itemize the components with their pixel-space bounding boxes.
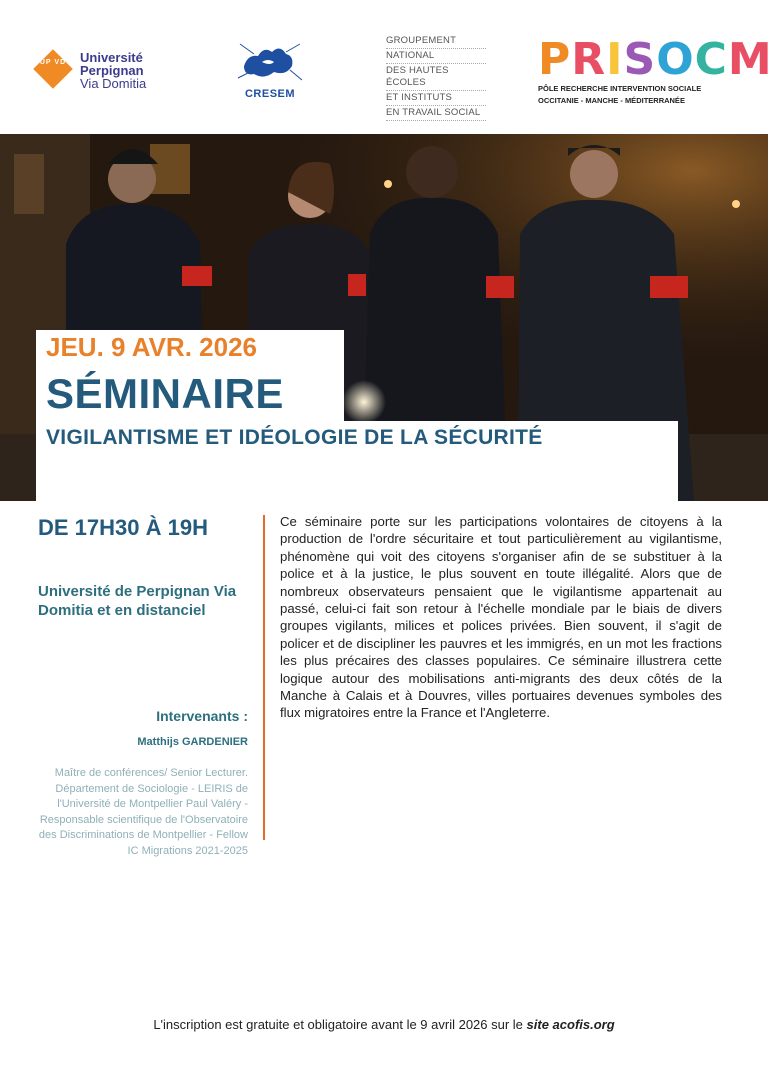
registration-note (0, 1017, 768, 1032)
upvd-line2: Perpignan (80, 62, 144, 78)
prisocm-wordmark: PRISOCM (538, 34, 773, 85)
groupement-line: GROUPEMENT (386, 34, 486, 49)
groupement-line: ET INSTITUTS (386, 91, 486, 106)
groupement-line: EN TRAVAIL SOCIAL (386, 106, 486, 121)
cresem-map-icon (234, 36, 306, 88)
prisocm-logo (538, 34, 773, 106)
upvd-line1: Université (80, 49, 143, 65)
registration-text: L'inscription est gratuite et obligatoire avant le 9 avril 2026 sur le (153, 1017, 527, 1032)
seminar-description: Ce séminaire porte sur les participations volontaires de citoyens à la production de l'ordre sécuritaire et tout particulièrement au vigilantisme, phénomène qui voit des citoyens s'organiser afin de se substituer à la police et à la justice, le plus souvent en toute illégalité. Alors que de nombreux observateurs pensaient que le vigilantisme appartenait au passé, celui-ci fait son retour à l'échelle mondiale par le biais de divers groupes vigilants, milices et polices privées. Bien souvent, il s'agit de policer et de discipliner les pauvres et les immigrés, en un mot les fractions les plus précaires des classes populaires. Ce séminaire illustrera cette logique autour des mobilisations anti-migrants des deux côtés de la Manche à Calais et à Douvres, villes portuaires devenues symboles des flux migratoires entre la France et l'Angleterre. (280, 514, 722, 721)
groupement-line: DES HAUTES ÉCOLES (386, 64, 486, 91)
upvd-logo (34, 50, 146, 90)
groupement-line: NATIONAL (386, 49, 486, 64)
cresem-logo (234, 36, 306, 100)
event-type: SÉMINAIRE (46, 370, 284, 417)
prisocm-subtitle-1: PÔLE RECHERCHE INTERVENTION SOCIALE (538, 84, 702, 93)
groupement-logo (386, 34, 486, 121)
event-location: Université de Perpignan Via Domitia et en distanciel (38, 583, 237, 619)
event-title: VIGILANTISME ET IDÉOLOGIE DE LA SÉCURITÉ (46, 426, 543, 449)
speaker-name: Matthijs GARDENIER (137, 736, 248, 748)
speaker-description: Maître de conférences/ Senior Lecturer. Département de Sociologie - LEIRIS de l'Université de Montpellier Paul Valéry - Responsable scientifique de l'Observatoire des Discriminations de Montpellier - Fellow IC Migrations 2021-2025 (38, 767, 248, 857)
speakers-heading: Intervenants : (156, 708, 248, 724)
upvd-line3: Via Domitia (80, 75, 147, 91)
prisocm-subtitle-2: OCCITANIE - MANCHE - MÉDITERRANÉE (538, 96, 685, 105)
event-hours: DE 17H30 À 19H (38, 515, 208, 540)
upvd-diamond-icon: UP VD (34, 50, 74, 90)
registration-link[interactable]: site acofis.org (526, 1017, 615, 1032)
column-divider (263, 515, 265, 840)
event-date: JEU. 9 AVR. 2026 (46, 332, 257, 362)
cresem-name: CRESEM (244, 88, 296, 100)
